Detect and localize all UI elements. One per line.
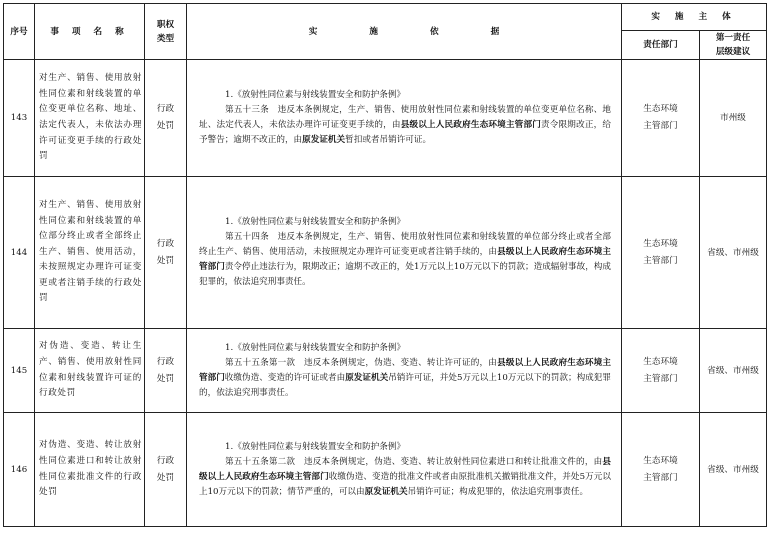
row-number: 145 (4, 329, 35, 413)
authority-type (145, 413, 187, 527)
dept-line2: 主管部门 (643, 472, 678, 483)
row-number: 146 (4, 413, 35, 527)
dept-line1: 生态环境 (643, 104, 678, 114)
table-row (4, 413, 767, 527)
dept-line2: 主管部门 (643, 121, 678, 131)
article-bold-authority: 县级以上人民政府生态环境主管部门 (400, 120, 541, 130)
dept-line2: 主管部门 (643, 373, 678, 384)
header-authority-type-line1: 职权 (156, 19, 175, 30)
article-text-part: 收缴伪造、变造的批准文件或者由原批准机关撤销批准文件，并处5万元以上10万元以下的罚款；情节严重的，可以由 (199, 471, 611, 497)
authority-type (145, 177, 187, 329)
dept-line1: 生态环境 (643, 455, 678, 466)
article-text-part: 第五十五条第二款 违反本条例规定，伪造、变造、转让放射性同位素进口和转让批准文件的，由 (225, 456, 603, 467)
dept-line1: 生态环境 (643, 238, 678, 249)
responsibility-level: 省级、市州级 (700, 413, 767, 527)
article-text (199, 356, 611, 401)
item-name: 对生产、销售、使用放射性同位素和射线装置的单位部分终止或者全部终止生产、销售、使用活动，未按照规定办理许可证变更或者注销手续的行政处罚 (35, 177, 145, 329)
header-authority-type (145, 4, 187, 60)
item-name: 对生产、销售、使用放射性同位素和射线装置的单位变更单位名称、地址、法定代表人，未依法办理许可证变更手续的行政处罚 (35, 60, 145, 177)
header-responsibility-level (700, 31, 767, 60)
article-text (199, 455, 611, 500)
header-implementing-subject: 实 施 主 体 (622, 4, 767, 31)
article-bold-authority: 县级以上人民政府生态环境主管部门 (199, 456, 611, 482)
law-title: 1.《放射性同位素与射线装置安全和防护条例》 (225, 90, 406, 100)
responsible-dept (622, 329, 700, 413)
header-item-name: 事 项 名 称 (35, 4, 145, 60)
article-text (199, 230, 611, 290)
header-seq: 序号 (4, 4, 35, 60)
article-text-part: 收缴伪造、变造的许可证或者由 (224, 372, 346, 383)
article-bold-authority: 县级以上人民政府生态环境主管部门 (199, 357, 611, 383)
authority-type-line1: 行政 (156, 104, 175, 114)
legal-basis (187, 413, 622, 527)
header-basis-char: 施 (369, 26, 378, 37)
table-row (4, 60, 767, 177)
authority-type-line2: 处罚 (156, 121, 175, 131)
table-row (4, 177, 767, 329)
article-text-part: 责令限期改正，给予警告；逾期不改正的，由 (199, 120, 611, 145)
law-title: 1.《放射性同位素与射线装置安全和防护条例》 (225, 441, 406, 452)
responsibility-level: 省级、市州级 (700, 329, 767, 413)
authority-type-line1: 行政 (156, 455, 175, 466)
header-basis (187, 4, 622, 60)
item-name: 对伪造、变造、转让放射性同位素进口和转让放射性同位素批准文件的行政处罚 (35, 413, 145, 527)
responsible-dept (622, 177, 700, 329)
header-basis-char: 实 (308, 26, 318, 37)
table-row (4, 329, 767, 413)
authority-type-line2: 处罚 (156, 373, 175, 384)
article-text-part: 吊销许可证；构成犯罪的，依法追究刑事责任。 (407, 486, 589, 497)
responsible-dept (622, 413, 700, 527)
article-text-part: 第五十四条 违反本条例规定，生产、销售、使用放射性同位素和射线装置的单位部分终止或者全部终止生产、销售、使用活动，未按照规定办理许可证变更或者注销手续的，由 (199, 232, 611, 257)
article-text-part: 第五十五条第一款 违反本条例规定，伪造、变造、转让许可证的，由 (225, 357, 498, 368)
row-number: 143 (4, 60, 35, 177)
authority-type-line2: 处罚 (156, 472, 175, 483)
header-level-line1: 第一责任 (715, 33, 751, 43)
law-title: 1.《放射性同位素与射线装置安全和防护条例》 (225, 217, 406, 227)
header-basis-char: 据 (490, 26, 500, 37)
article-bold-authority: 原发证机关 (345, 372, 389, 383)
article-bold-authority: 原发证机关 (302, 135, 346, 145)
enforcement-matters-table (3, 3, 767, 527)
article-bold-authority: 原发证机关 (364, 486, 408, 497)
authority-type-line2: 处罚 (156, 255, 175, 266)
article-text-part: 责令停止违法行为，限期改正；逾期不改正的，处1万元以上10万元以下的罚款；造成辐射事故，构成犯罪的，依法追究刑事责任。 (199, 262, 611, 287)
item-name: 对伪造、变造、转让生产、销售、使用放射性同位素和射线装置许可证的行政处罚 (35, 329, 145, 413)
header-authority-type-line2: 类型 (156, 33, 175, 44)
article-text-part: 暂扣或者吊销许可证。 (345, 135, 432, 145)
header-row-1 (4, 4, 767, 31)
authority-type-line1: 行政 (156, 238, 175, 249)
article-text-part: 第五十三条 违反本条例规定，生产、销售、使用放射性同位素和射线装置的单位变更单位名称、地址、法定代表人，未依法办理许可证变更手续的，由 (199, 105, 611, 130)
authority-type-line1: 行政 (156, 356, 175, 367)
dept-line2: 主管部门 (643, 255, 678, 266)
responsibility-level: 省级、市州级 (700, 177, 767, 329)
header-responsible-dept: 责任部门 (622, 31, 700, 60)
legal-basis (187, 60, 622, 177)
article-text-part: 吊销许可证，并处5万元以上10万元以下的罚款；构成犯罪的，依法追究刑事责任。 (199, 372, 611, 398)
dept-line1: 生态环境 (643, 356, 678, 367)
responsible-dept (622, 60, 700, 177)
legal-basis (187, 329, 622, 413)
legal-basis (187, 177, 622, 329)
law-title: 1.《放射性同位素与射线装置安全和防护条例》 (225, 342, 406, 353)
authority-type (145, 60, 187, 177)
header-basis-char: 依 (430, 26, 439, 37)
header-level-line2: 层级建议 (715, 47, 751, 57)
authority-type (145, 329, 187, 413)
row-number: 144 (4, 177, 35, 329)
responsibility-level: 市州级 (700, 60, 767, 177)
article-bold-authority: 县级以上人民政府生态环境主管部门 (199, 247, 611, 272)
article-text (199, 103, 611, 148)
